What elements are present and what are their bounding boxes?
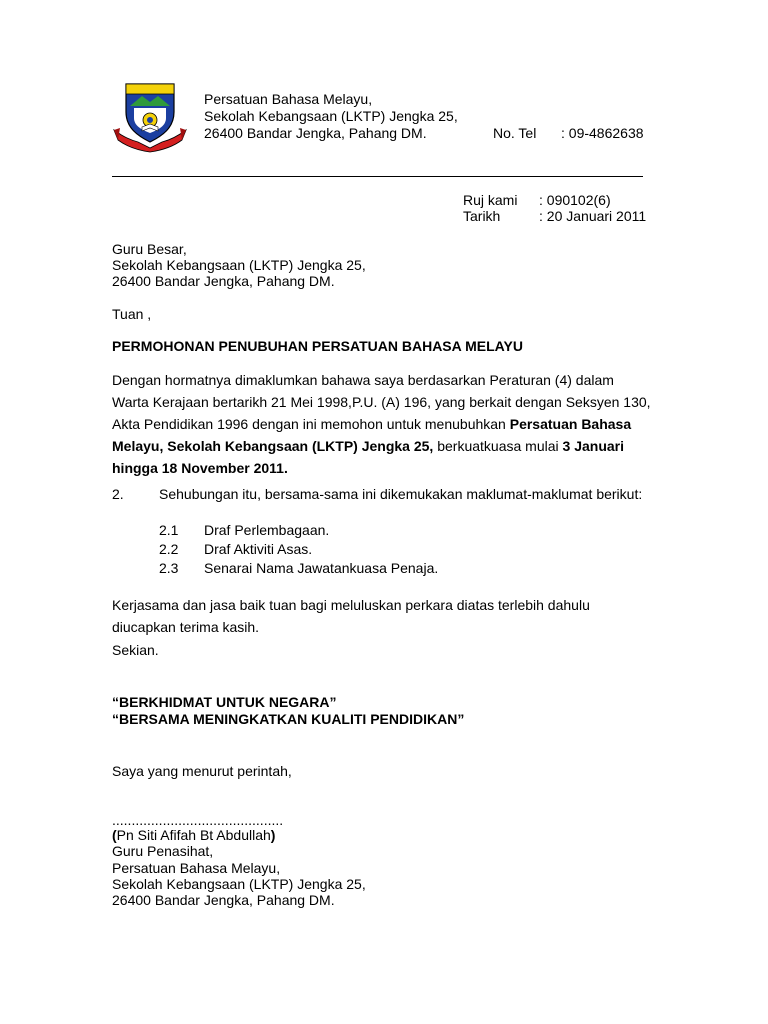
paragraph-1-bold-a: Persatuan Bahasa Melayu, Sekolah Kebangsaan (LKTP) Jengka 25, [112, 416, 632, 454]
ruj-label: Ruj kami [463, 192, 518, 208]
signature-name: Pn Siti Afifah Bt Abdullah [116, 827, 271, 843]
recipient-line2: Sekolah Kebangsaan (LKTP) Jengka 25, [112, 257, 366, 273]
tel-label: No. Tel [493, 125, 537, 141]
header-org-line1: Persatuan Bahasa Melayu, [204, 91, 373, 107]
item-number: 2.3 [159, 560, 179, 576]
salutation: Tuan , [112, 306, 152, 322]
recipient-line3: 26400 Bandar Jengka, Pahang DM. [112, 273, 335, 289]
item-number: 2.1 [159, 522, 179, 538]
header-divider [112, 176, 643, 177]
paragraph-1-text-b: berkuatkuasa mulai [433, 438, 563, 454]
signature-dots: ............................................ [112, 812, 284, 828]
paragraph-1-text-a: Dengan hormatnya dimaklumkan bahawa saya berdasarkan Peraturan (4) dalam Warta Kerajaan bertarikh 21 Mei 1998,P.U. (A) 196, yang berkait dengan Seksyen 130, Akta Pendidikan 1996 dengan ini memohon untuk menubuhkan [112, 372, 651, 432]
paragraph-2-number: 2. [112, 486, 124, 502]
motto-2: “BERSAMA MENINGKATKAN KUALITI PENDIDIKAN” [112, 711, 465, 727]
signature-title: Guru Penasihat, [112, 843, 214, 859]
header-org-line2: Sekolah Kebangsaan (LKTP) Jengka 25, [204, 108, 458, 124]
item-label: Draf Aktiviti Asas. [204, 541, 313, 557]
motto-1: “BERKHIDMAT UNTUK NEGARA” [112, 694, 337, 710]
signature-paren-open: ( [112, 827, 117, 843]
signature-org-line3: 26400 Bandar Jengka, Pahang DM. [112, 892, 335, 908]
sekian: Sekian. [112, 642, 159, 658]
date-value: : 20 Januari 2011 [539, 208, 647, 224]
closing-paragraph: Kerjasama dan jasa baik tuan bagi meluluskan perkara diatas terlebih dahulu diucapkan terima kasih. [112, 597, 590, 635]
signature-org-line2: Sekolah Kebangsaan (LKTP) Jengka 25, [112, 876, 366, 892]
date-label: Tarikh [463, 208, 501, 224]
header-org-line3: 26400 Bandar Jengka, Pahang DM. [204, 125, 427, 141]
signature-org-line1: Persatuan Bahasa Melayu, [112, 860, 281, 876]
item-number: 2.2 [159, 541, 179, 557]
signature-paren-close: ) [270, 827, 276, 843]
tel-value: : 09-4862638 [561, 125, 644, 141]
ruj-value: : 090102(6) [539, 192, 611, 208]
paragraph-1 [112, 369, 652, 479]
item-label: Draf Perlembagaan. [204, 522, 330, 538]
paragraph-1-bold-b: 3 Januari hingga 18 November 2011. [112, 438, 624, 476]
signature-name-line [112, 827, 275, 844]
sign-off: Saya yang menurut perintah, [112, 763, 292, 779]
school-crest-logo [112, 78, 188, 154]
paragraph-2-text: Sehubungan itu, bersama-sama ini dikemukakan maklumat-maklumat berikut: [159, 486, 643, 502]
recipient-line1: Guru Besar, [112, 241, 187, 257]
subject-heading: PERMOHONAN PENUBUHAN PERSATUAN BAHASA MELAYU [112, 338, 523, 354]
item-label: Senarai Nama Jawatankuasa Penaja. [204, 560, 439, 576]
